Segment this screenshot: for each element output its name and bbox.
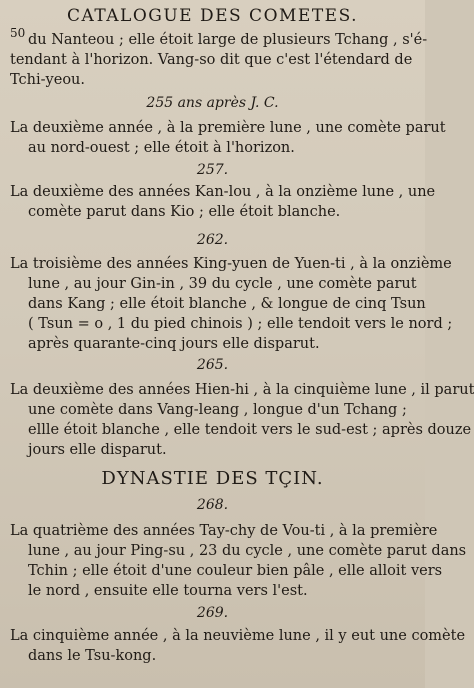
text-line: La quatrième des années Tay-chy de Vou-ti , à la première [10,523,438,539]
intro-paragraph [10,30,428,90]
text-line: du Nanteou ; elle étoit large de plusieurs Tchang , s'é- [28,32,428,48]
text-line: tendant à l'horizon. Vang-so dit que c'est l'étendard de [10,52,413,68]
text-line: dans Kang ; elle étoit blanche , & longue de cinq Tsun [28,296,426,312]
text-line: le nord , ensuite elle tourna vers l'est. [28,583,308,599]
text-line: La cinquième année , à la neuvième lune , il y eut une comète [10,628,466,644]
year-heading: 265. [196,357,229,373]
text-line: lune , au jour Gin-in , 39 du cycle , une comète parut [28,276,417,292]
text-line: jours elle disparut. [28,442,167,458]
text-line: lune , au jour Ping-su , 23 du cycle , une comète parut dans [28,543,467,559]
text-line: ellle étoit blanche , elle tendoit vers le sud-est ; après douze [28,422,472,438]
text-line: comète parut dans Kio ; elle étoit blanche. [28,204,341,220]
entry-paragraph [10,521,467,601]
year-heading: 257. [196,162,229,178]
text-line: La troisième des années King-yuen de Yuen-ti , à la onzième [10,256,452,272]
entry-paragraph [10,254,453,354]
text-line: au nord-ouest ; elle étoit à l'horizon. [28,140,295,156]
text-line: ( Tsun = o , 1 du pied chinois ) ; elle tendoit vers le nord ; [28,316,453,332]
year-heading: 255 ans après J. C. [146,95,279,111]
entry-paragraph [10,626,466,666]
entry-paragraph [10,380,474,460]
year-heading: 269. [196,605,229,621]
text-line: Tchin ; elle étoit d'une couleur bien pâle , elle alloit vers [28,563,443,579]
year-heading: 268. [196,497,229,513]
text-line: La deuxième année , à la première lune , une comète parut [10,120,446,136]
entry-paragraph [10,118,446,158]
text-line: après quarante-cinq jours elle disparut. [28,336,320,352]
entry-paragraph [10,182,436,222]
text-line: La deuxième des années Hien-hi , à la cinquième lune , il parut [10,382,474,398]
page-number: 50 [10,26,26,40]
text-line: La deuxième des années Kan-lou , à la onzième lune , une [10,184,436,200]
year-heading: 262. [196,232,229,248]
dynasty-heading: DYNASTIE DES TÇIN. [101,468,324,489]
text-line: dans le Tsu-kong. [28,648,157,664]
page-header: CATALOGUE DES COMETES. [66,6,359,26]
text-line: Tchi-yeou. [10,72,85,88]
text-line: une comète dans Vang-leang , longue d'un Tchang ; [28,402,407,418]
